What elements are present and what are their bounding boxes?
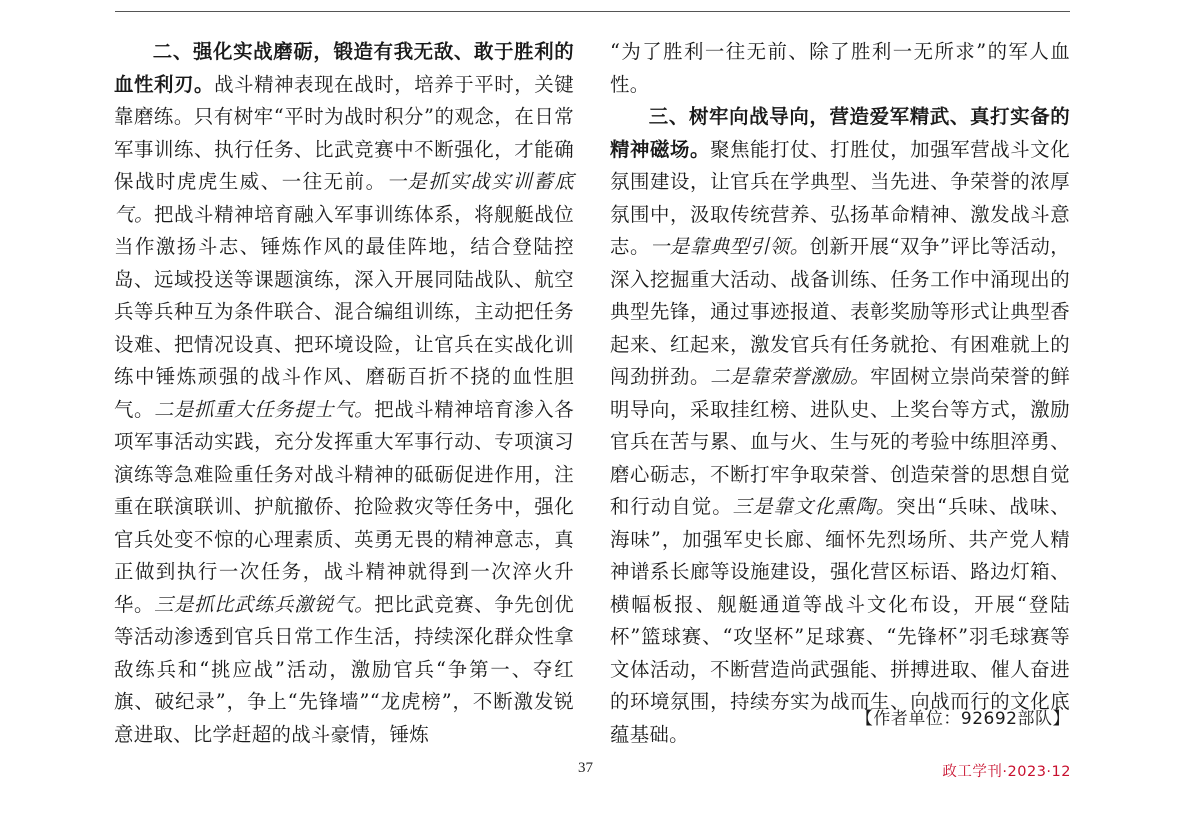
section3-paragraph [610,101,1070,751]
left-sub3-text: 把比武竞赛、争先创优等活动渗透到官兵日常工作生活，持续深化群众性拿敌练兵和“挑应战”活动，激励官兵“争第一、夺红旗、破纪录”，争上“先锋墙”“龙虎榜”，不断激发锐意进取、比学赶超的战斗豪情，锤炼 [114,592,574,746]
left-sub1-label: 一是抓实战实训蓄底气。 [114,170,575,226]
section2-intro: 战斗精神表现在战时，培养于平时，关键靠磨练。只有树牢“平时为战时积分”的观念，在日常军事训练、执行任务、比武竞赛中不断强化，才能确保战时虎虎生威、一往无前。 [114,72,575,193]
author-unit: 【作者单位：92692部队】 [855,709,1070,729]
right-sub2-label: 二是靠荣誉激励。 [710,365,871,388]
left-column [114,36,574,751]
section3-intro: 聚焦能打仗、打胜仗，加强军营战斗文化氛围建设，让官兵在学典型、当先进、争荣誉的浓厚氛围中，汲取传统营养、弘扬革命精神、激发战斗意志。 [610,137,1071,258]
section2-heading: 二、强化实战磨砺，锻造有我无敌、敢于胜利的血性利刃。 [114,40,574,96]
right-sub1-label: 一是靠典型引领。 [649,235,810,258]
page-number: 37 [578,760,593,776]
top-rule [115,11,1070,12]
right-column [610,36,1070,751]
section2-paragraph [114,36,574,751]
right-sub3-label: 三是靠文化熏陶。 [732,495,897,518]
right-sub1-text: 创新开展“双争”评比等活动，深入挖掘重大活动、战备训练、任务工作中涌现出的典型先锋，通过事迹报道、表彰奖励等形式让典型香起来、红起来，激发官兵有任务就抢、有困难就上的闯劲拼劲。 [610,235,1070,388]
right-sub3-text: 突出“兵味、战味、海味”，加强军史长廊、缅怀先烈场所、共产党人精神谱系长廊等设施建设，强化营区标语、路边灯箱、横幅板报、舰艇通道等战斗文化布设，开展“登陆杯”篮球赛、“攻坚杯”足球赛、“先锋杯”羽毛球赛等文体活动，不断营造尚武强能、拼搏进取、催人奋进的环境氛围，持续夯实为战而生、向战而行的文化底蕴基础。 [610,495,1070,746]
left-sub1-text: 把战斗精神培育融入军事训练体系，将舰艇战位当作激扬斗志、锤炼作风的最佳阵地，结合登陆控岛、远域投送等课题演练，深入开展同陆战队、航空兵等兵种互为条件联合、混合编组训练，主动把任务设难、把情况设真、把环境设险，让官兵在实战化训练中锤炼顽强的战斗作风、磨砺百折不挠的血性胆气。 [114,202,574,421]
left-sub2-text: 把战斗精神培育渗入各项军事活动实践，充分发挥重大军事行动、专项演习演练等急难险重任务对战斗精神的砥砺促进作用，注重在联演联训、护航撤侨、抢险救灾等任务中，强化官兵处变不惊的心理素质、英勇无畏的精神意志，真正做到执行一次任务，战斗精神就得到一次淬火升华。 [114,397,574,616]
right-sub2-text: 牢固树立崇尚荣誉的鲜明导向，采取挂红榜、进队史、上奖台等方式，激励官兵在苦与累、血与火、生与死的考验中练胆淬勇、磨心砺志，不断打牢争取荣誉、创造荣誉的思想自觉和行动自觉。 [610,365,1071,518]
journal-footer: 政工学刊·2023·12 [942,764,1071,780]
section3-heading: 三、树牢向战导向，营造爱军精武、真打实备的精神磁场。 [610,105,1070,161]
left-sub3-label: 三是抓比武练兵激锐气。 [154,592,375,616]
continuation-line: “为了胜利一往无前、除了胜利一无所求”的军人血性。 [610,40,1070,96]
left-sub2-label: 二是抓重大任务提士气。 [154,397,375,421]
